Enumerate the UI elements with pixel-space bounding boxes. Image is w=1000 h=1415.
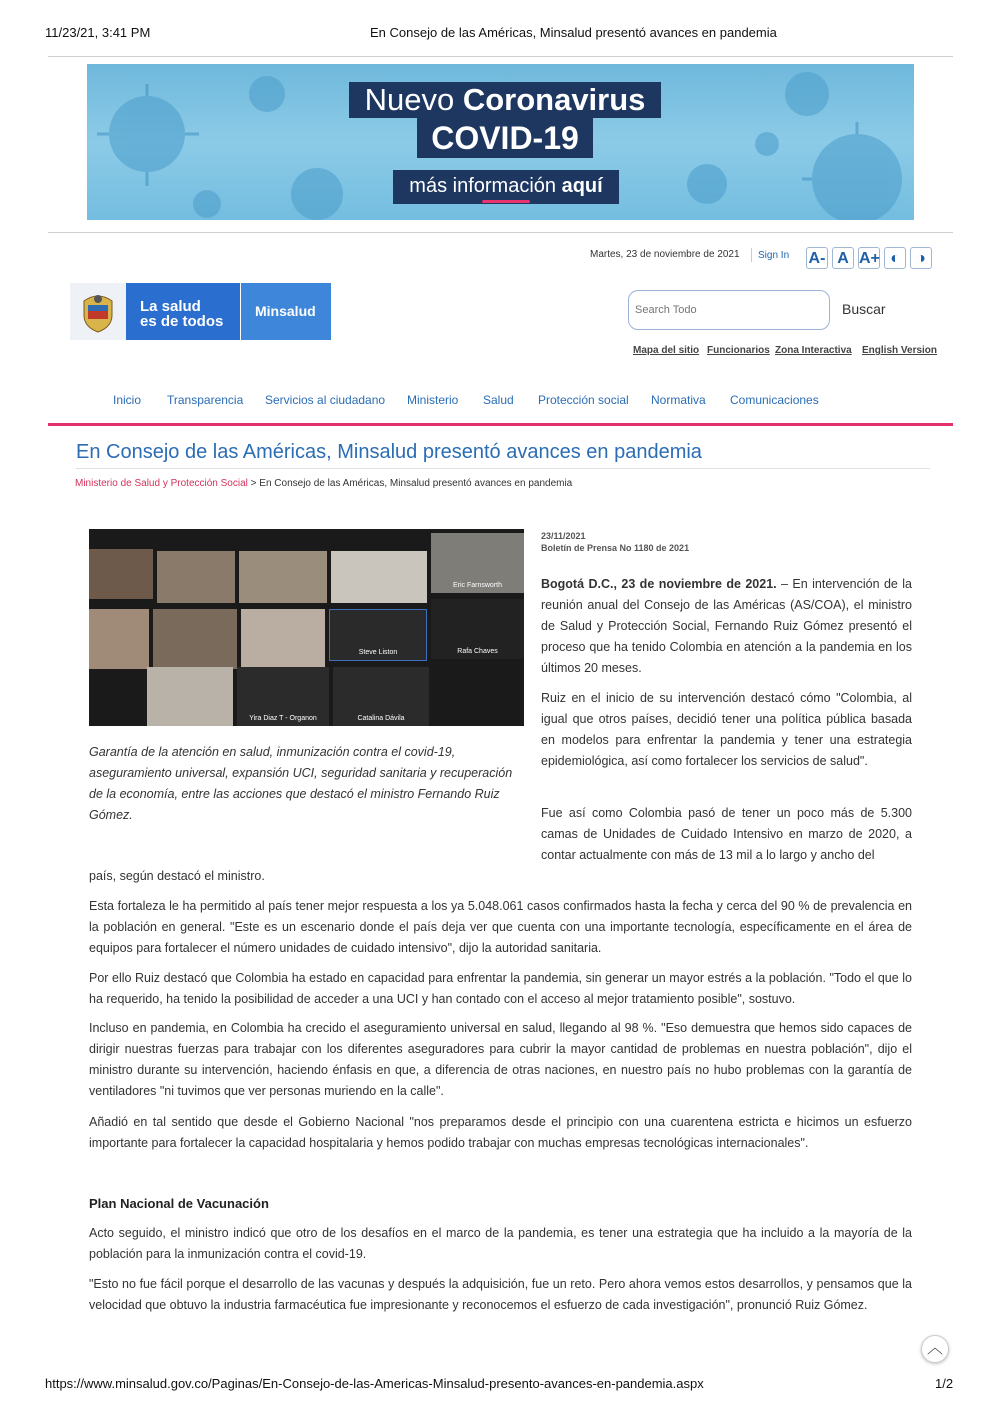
chevron-up-icon: ︿ (926, 1340, 943, 1357)
paragraph: país, según destacó el ministro. (89, 869, 265, 883)
footer-url: https://www.minsalud.gov.co/Paginas/En-Consejo-de-las-Americas-Minsalud-presento-avances-en-pandemia.aspx (45, 1376, 704, 1391)
search-button[interactable]: Buscar (842, 301, 886, 317)
participant-label: Yira Diaz T - Organon (249, 715, 317, 722)
font-increase-button[interactable]: A+ (858, 247, 880, 269)
participant-label: Steve Liston (358, 649, 398, 656)
section-heading: Plan Nacional de Vacunación (89, 1196, 269, 1211)
covid-banner[interactable] (87, 64, 914, 220)
link-interactive-zone[interactable]: Zona Interactiva (775, 345, 852, 356)
nav-comunicaciones[interactable]: Comunicaciones (730, 393, 819, 407)
paragraph: Añadió en tal sentido que desde el Gobierno Nacional "nos preparamos desde el principio con una cuarentena estricta e hicimos un esfuerzo importante para fortalecer la capacidad hospitalaria y hemos podido trabajar con muchas empresas tecnológicas internacionales". (89, 1115, 912, 1150)
print-title: En Consejo de las Américas, Minsalud presentó avances en pandemia (370, 25, 777, 40)
nav-transparencia[interactable]: Transparencia (167, 393, 244, 407)
search-input[interactable] (628, 290, 830, 330)
breadcrumb-root-link[interactable]: Ministerio de Salud y Protección Social (75, 478, 248, 489)
contrast-icon[interactable]: ◐ (884, 247, 906, 269)
minsalud-logo[interactable] (70, 283, 331, 340)
divider (48, 232, 953, 233)
participant-label: Eric Farnsworth (452, 582, 502, 589)
print-datetime: 11/23/21, 3:41 PM (45, 25, 151, 40)
font-normal-button[interactable]: A (832, 247, 854, 269)
page-title: En Consejo de las Américas, Minsalud presentó avances en pandemia (76, 441, 702, 463)
banner-underline (482, 200, 530, 203)
banner-more-info[interactable]: más información aquí (393, 170, 619, 204)
sign-in-link[interactable]: Sign In (758, 250, 790, 261)
logo-slogan: La salud es de todos (126, 283, 240, 340)
paragraph: Fue así como Colombia pasó de tener un poco más de 5.300 camas de Unidades de Cuidado Intensivo en marzo de 2020, a contar actualmente con más de 13 mil a lo largo y ancho del (541, 806, 912, 862)
link-site-map[interactable]: Mapa del sitio (633, 345, 700, 356)
scroll-top-button[interactable] (921, 1335, 949, 1363)
lead-paragraph: Bogotá D.C., 23 de noviembre de 2021. – En intervención de la reunión anual del Consejo de las Américas (AS/COA), el ministro de Salud y Protección Social, Fernando Ruiz Gómez presentó el proceso que ha tenido Colombia en atención a la pandemia en los últimos 20 meses. (541, 577, 913, 675)
nav-underline-bar (48, 423, 953, 426)
paragraph: Ruiz en el inicio de su intervención destacó cómo "Colombia, al igual que otros países, decidió tener una política pública basada en modelos para enfrentar la pandemia y tener una estrategia epidemiológica, así como fortalecer los servicios de salud". (541, 691, 912, 768)
participant-label: Rafa Chaves (457, 648, 498, 655)
nav-salud[interactable]: Salud (483, 393, 514, 407)
divider (76, 468, 930, 469)
participant-label: Catalina Dávila (357, 715, 405, 722)
banner-title-line2: COVID-19 (417, 118, 593, 158)
article-date: 23/11/2021 (541, 531, 586, 541)
colombia-coat-of-arms-icon (70, 283, 126, 340)
paragraph: Esta fortaleza le ha permitido al país tener mejor respuesta a los ya 5.048.061 casos confirmados hasta la fecha y cerca del 90 % de prevalencia en la población en general. "Este es un escenario donde el país deja ver que cuenta con una importante tecnología, específicamente en el área de equipos para fortalecer el número unidades de cuidado intensivo", dijo la autoridad sanitaria. (89, 899, 912, 955)
nav-proteccion[interactable]: Protección social (538, 393, 629, 407)
page-number: 1/2 (935, 1376, 954, 1391)
paragraph: Acto seguido, el ministro indicó que otro de los desafíos en el marco de la pandemia, es tener una estrategia que ha incluido a la mayoría de la población para la inmunización contra el covid-19. (89, 1226, 912, 1261)
link-english[interactable]: English Version (862, 345, 938, 356)
article-meta (541, 530, 689, 554)
article-bulletin: Boletín de Prensa No 1180 de 2021 (541, 543, 690, 553)
nav-inicio[interactable]: Inicio (113, 393, 142, 407)
contrast-alt-icon[interactable]: ◑ (910, 247, 932, 269)
paragraph: Por ello Ruiz destacó que Colombia ha estado en capacidad para enfrentar la pandemia, sin generar un mayor estrés a la población. "Todo el que lo ha requerido, ha tenido la posibilidad de acceder a una UCI y han contado con el acceso al mejor tratamiento posible", sostuvo. (89, 971, 912, 1006)
current-date: Martes, 23 de noviembre de 2021 (590, 249, 740, 260)
separator (751, 248, 752, 262)
banner-title-line1: Nuevo Coronavirus (349, 82, 661, 118)
paragraph: Incluso en pandemia, en Colombia ha crecido el aseguramiento universal en salud, llegando al 98 %. "Eso demuestra que hemos sido capaces de dirigir nuestras fuerzas para trabajar con los diferentes aseguradores para cubrir la mayor cantidad de problemas en nuestra población", dijo el ministro durante su intervención, haciendo énfasis en que, a diferencia de otras naciones, en nuestro país no hubo problemas con la garantía de ventiladores "ni tuvimos que ver personas muriendo en la calle". (89, 1021, 912, 1098)
font-decrease-button[interactable]: A- (806, 247, 828, 269)
nav-ministerio[interactable]: Ministerio (407, 393, 459, 407)
article-photo (89, 529, 524, 726)
breadcrumb: Ministerio de Salud y Protección Social > En Consejo de las Américas, Minsalud presentó avances en pandemia (75, 478, 573, 489)
divider (48, 56, 953, 57)
nav-servicios[interactable]: Servicios al ciudadano (265, 393, 386, 407)
breadcrumb-current: En Consejo de las Américas, Minsalud presentó avances en pandemia (259, 478, 573, 489)
nav-normativa[interactable]: Normativa (651, 393, 706, 407)
link-staff[interactable]: Funcionarios (707, 345, 770, 356)
paragraph: "Esto no fue fácil porque el desarrollo de las vacunas y después la adquisición, fue un reto. Pero ahora vemos estos desarrollos, y pensamos que la velocidad que obtuvo la industria farmacéutica fue impresionante y reconocemos el esfuerzo de cada investigación", pronunció Ruiz Gómez. (89, 1277, 912, 1312)
photo-caption: Garantía de la atención en salud, inmunización contra el covid-19, aseguramiento universal, expansión UCI, seguridad sanitaria y recuperación de la economía, entre las acciones que destacó el ministro Fernando Ruiz Gómez. (89, 745, 513, 822)
logo-brand: Minsalud (240, 283, 331, 340)
